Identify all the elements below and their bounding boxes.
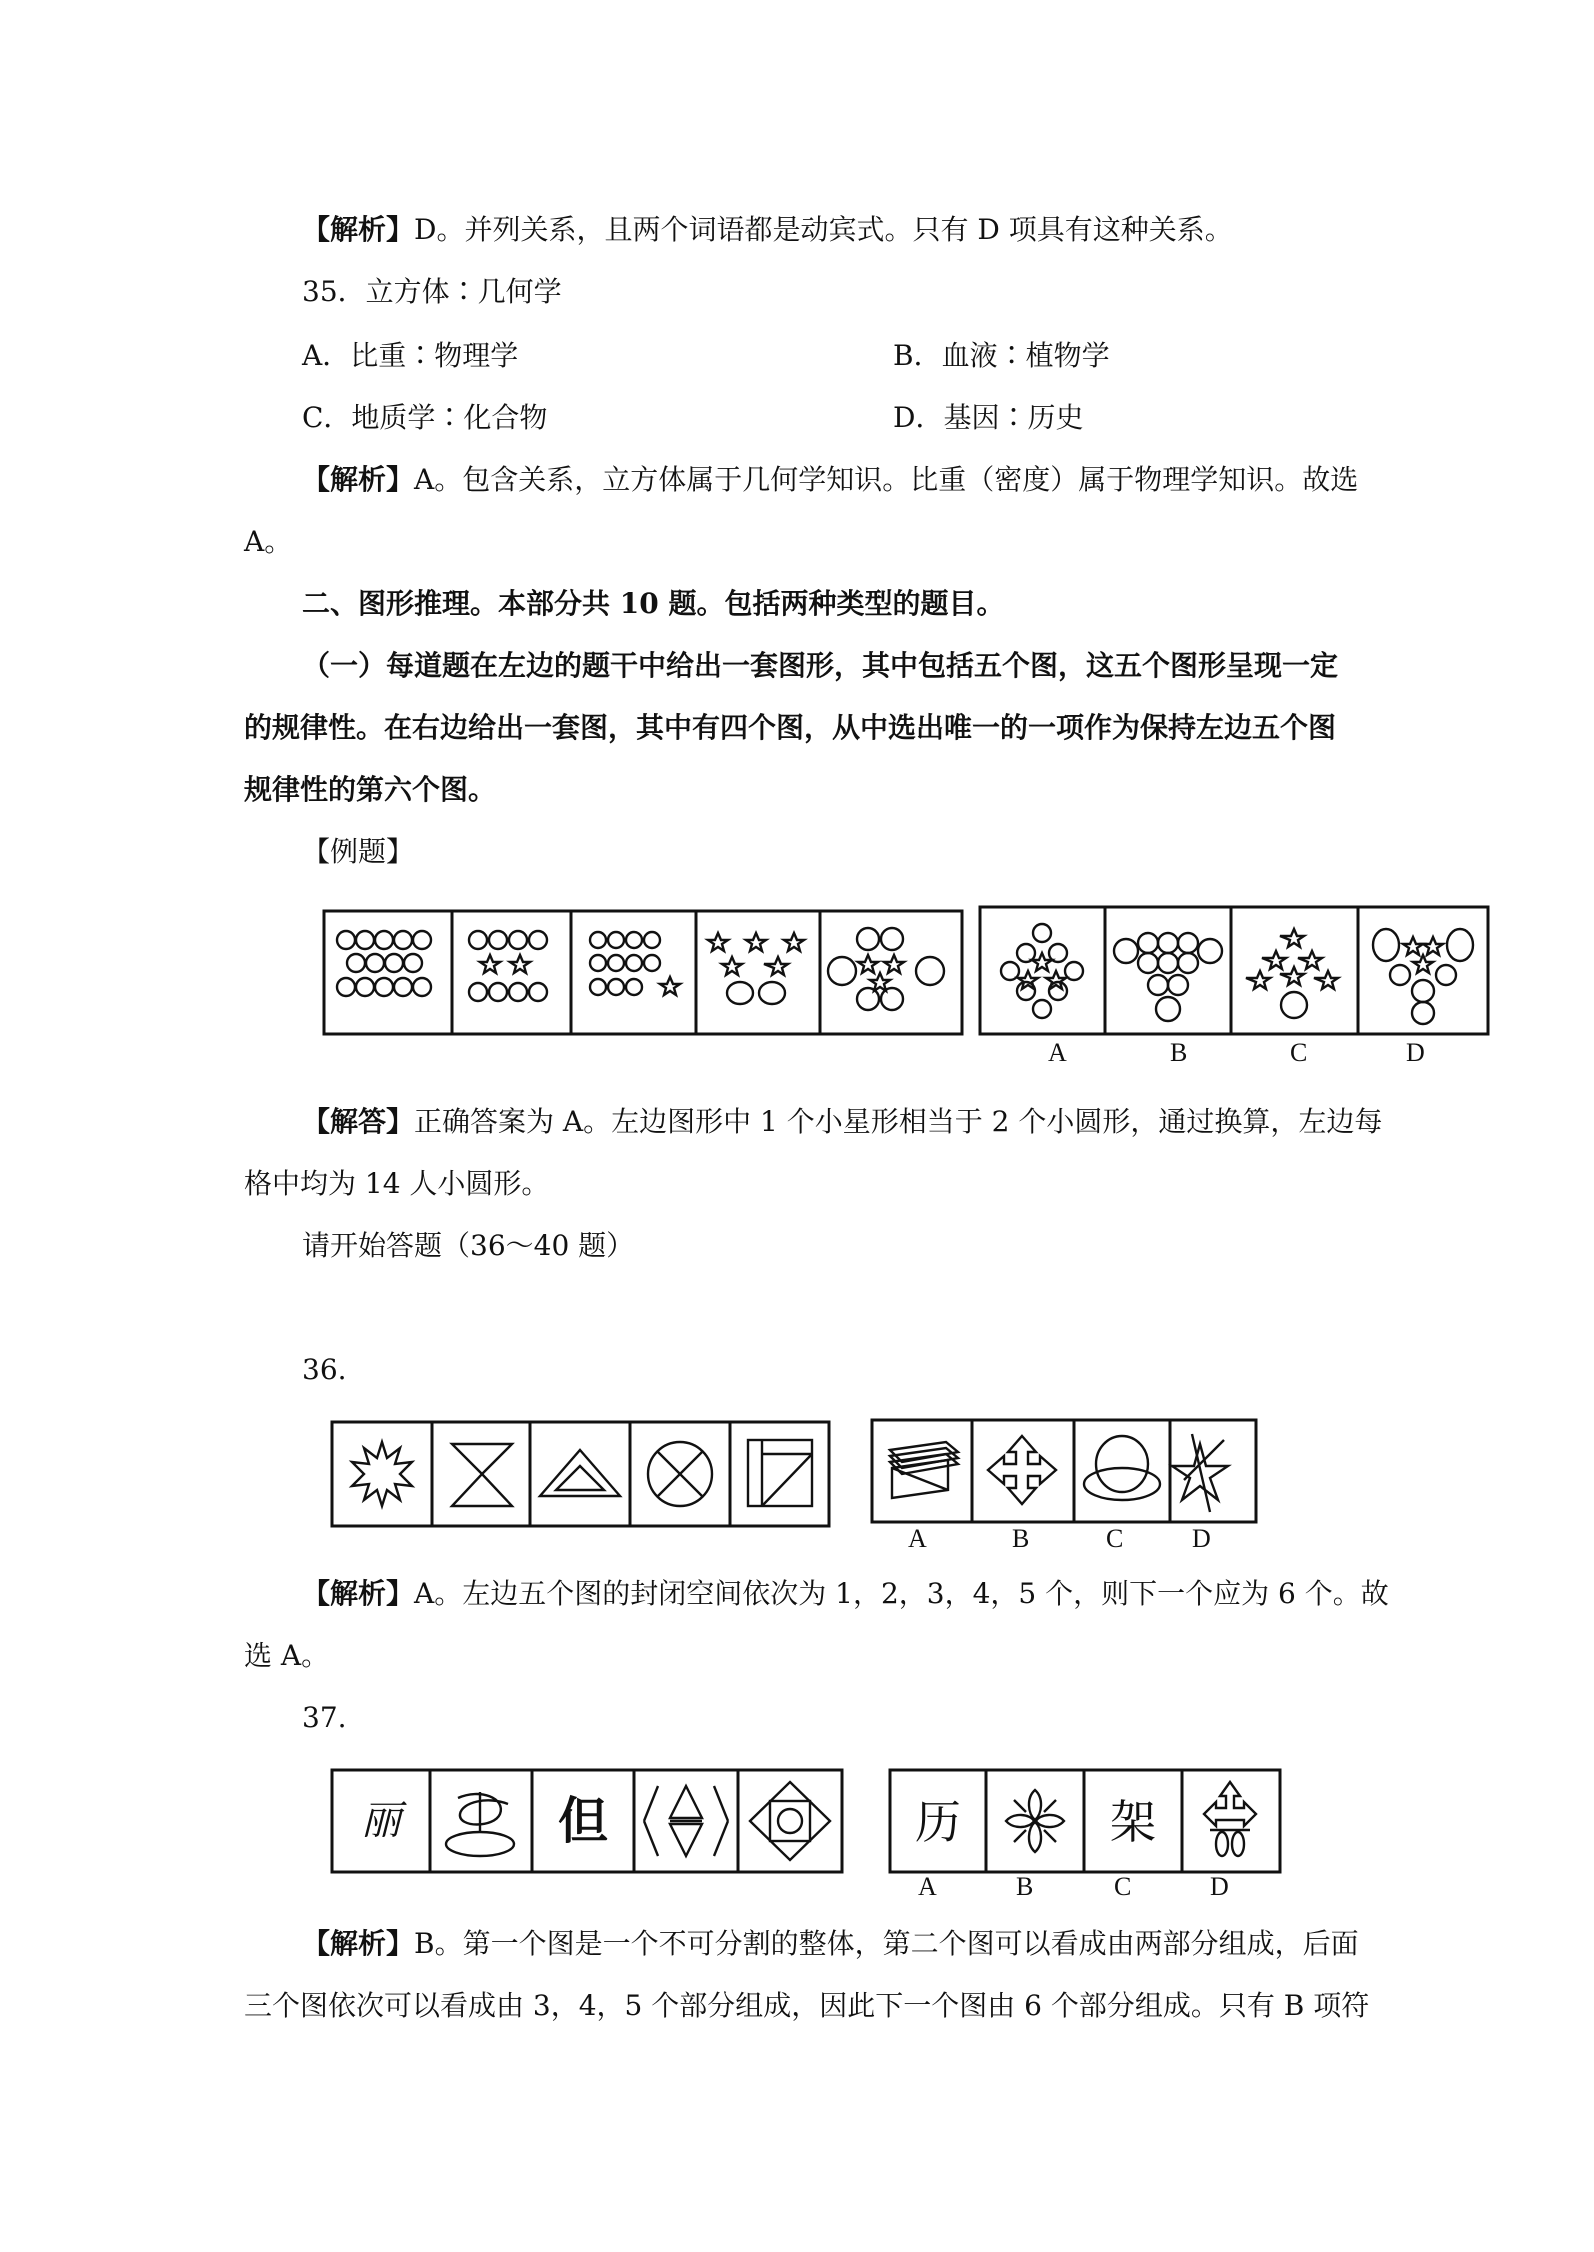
answer-text: 正确答案为 A。左边图形中 1 个小星形相当于 2 个小圆形，通过换算，左边每 <box>414 1105 1383 1138</box>
section-title: 二、图形推理。本部分共 10 题。包括两种类型的题目。 <box>302 587 1005 620</box>
circle-x-shape <box>648 1442 712 1506</box>
q36-number: 36. <box>302 1353 347 1386</box>
example-answer-cont: 格中均为 14 人小圆形。 <box>244 1167 550 1200</box>
section-instruction-3: 规律性的第六个图。 <box>244 773 497 806</box>
q37-analysis-cont: 三个图依次可以看成由 3，4，5 个部分组成，因此下一个图由 6 个部分组成。只有 B 项符 <box>244 1989 1370 2022</box>
char-jia-option-c: 架 <box>1110 1795 1156 1849</box>
example-answer <box>302 1102 1382 1142</box>
analysis-tag: 【解析】 <box>302 1927 415 1960</box>
q37-figure <box>330 1768 1284 1888</box>
q37-option-b-petals <box>1006 1790 1064 1852</box>
q36-option-b-arrows <box>988 1436 1056 1504</box>
q35-option-b: B．血液∶植物学 <box>893 339 1110 372</box>
q35-option-d: D．基因∶历史 <box>893 401 1084 434</box>
example-cell-5 <box>828 928 944 1010</box>
q35-stem: 35．立方体∶几何学 <box>302 275 562 308</box>
analysis-text: A。左边五个图的封闭空间依次为 1，2，3，4，5 个，则下一个应为 6 个。故 <box>414 1577 1389 1610</box>
q37-option-label-a: A <box>918 1872 937 1901</box>
example-cell-1 <box>337 931 431 996</box>
example-figure <box>320 895 1492 1055</box>
analysis-tag: 【解析】 <box>302 213 415 246</box>
square-diagonal-shape <box>748 1440 812 1506</box>
q36-analysis <box>302 1574 1389 1614</box>
example-option-b <box>1114 933 1222 1021</box>
q37-option-label-d: D <box>1210 1872 1229 1901</box>
q36-option-label-d: D <box>1192 1524 1211 1553</box>
example-cell-2 <box>469 931 547 1001</box>
answer-tag: 【解答】 <box>302 1105 415 1138</box>
example-option-d <box>1373 929 1473 1024</box>
example-option-label-b: B <box>1170 1038 1188 1067</box>
example-label: 【例题】 <box>302 835 415 868</box>
nested-triangles-shape <box>540 1450 620 1496</box>
q37-analysis <box>302 1924 1359 1964</box>
q35-analysis <box>302 460 1358 500</box>
q36-option-label-b: B <box>1012 1524 1030 1553</box>
diamond-square-shape <box>750 1782 830 1860</box>
analysis-text: D。并列关系，且两个词语都是动宾式。只有 D 项具有这种关系。 <box>414 213 1233 246</box>
analysis-tag: 【解析】 <box>302 1577 415 1610</box>
starburst-shape <box>352 1442 412 1506</box>
q35-analysis-cont: A。 <box>244 525 293 558</box>
analysis-text: B。第一个图是一个不可分割的整体，第二个图可以看成由两部分组成，后面 <box>414 1927 1359 1960</box>
example-option-label-d: D <box>1406 1038 1425 1067</box>
q35-option-c: C．地质学∶化合物 <box>302 401 548 434</box>
example-option-a <box>1001 924 1083 1018</box>
q36-figure <box>330 1420 1260 1540</box>
char-dan: 但 <box>558 1792 608 1850</box>
example-option-c <box>1246 929 1338 1018</box>
analysis-tag: 【解析】 <box>302 463 415 496</box>
char-li-option-a: 历 <box>915 1795 961 1849</box>
q36-option-label-a: A <box>908 1524 927 1553</box>
example-cell-4 <box>708 933 804 1004</box>
q35-option-a: A．比重∶物理学 <box>302 339 519 372</box>
section-instruction-2: 的规律性。在右边给出一套图，其中有四个图，从中选出唯一的一项作为保持左边五个图 <box>244 711 1337 744</box>
q37-option-label-c: C <box>1114 1872 1132 1901</box>
q34-analysis <box>302 210 1233 250</box>
q37-number: 37. <box>302 1701 347 1734</box>
example-cell-3 <box>590 932 680 995</box>
double-arrow-shape <box>644 1786 728 1856</box>
q37-option-d-cross <box>1204 1782 1256 1856</box>
knot-ellipse-shape <box>446 1792 514 1856</box>
q36-option-a-stack <box>890 1442 958 1498</box>
analysis-text: A。包含关系，立方体属于几何学知识。比重（密度）属于物理学知识。故选 <box>414 463 1359 496</box>
q36-option-c-egg <box>1084 1436 1160 1500</box>
example-option-label-c: C <box>1290 1038 1308 1067</box>
hourglass-shape <box>452 1444 512 1506</box>
section-instruction-1: （一）每道题在左边的题干中给出一套图形，其中包括五个图，这五个图形呈现一定 <box>302 649 1339 682</box>
q36-option-d-star <box>1172 1434 1228 1512</box>
q37-option-label-b: B <box>1016 1872 1034 1901</box>
example-option-label-a: A <box>1048 1038 1067 1067</box>
char-li: 丽 <box>361 1798 401 1844</box>
start-prompt: 请开始答题（36～40 题） <box>302 1229 635 1262</box>
q36-option-label-c: C <box>1106 1524 1124 1553</box>
q36-analysis-cont: 选 A。 <box>244 1639 330 1672</box>
